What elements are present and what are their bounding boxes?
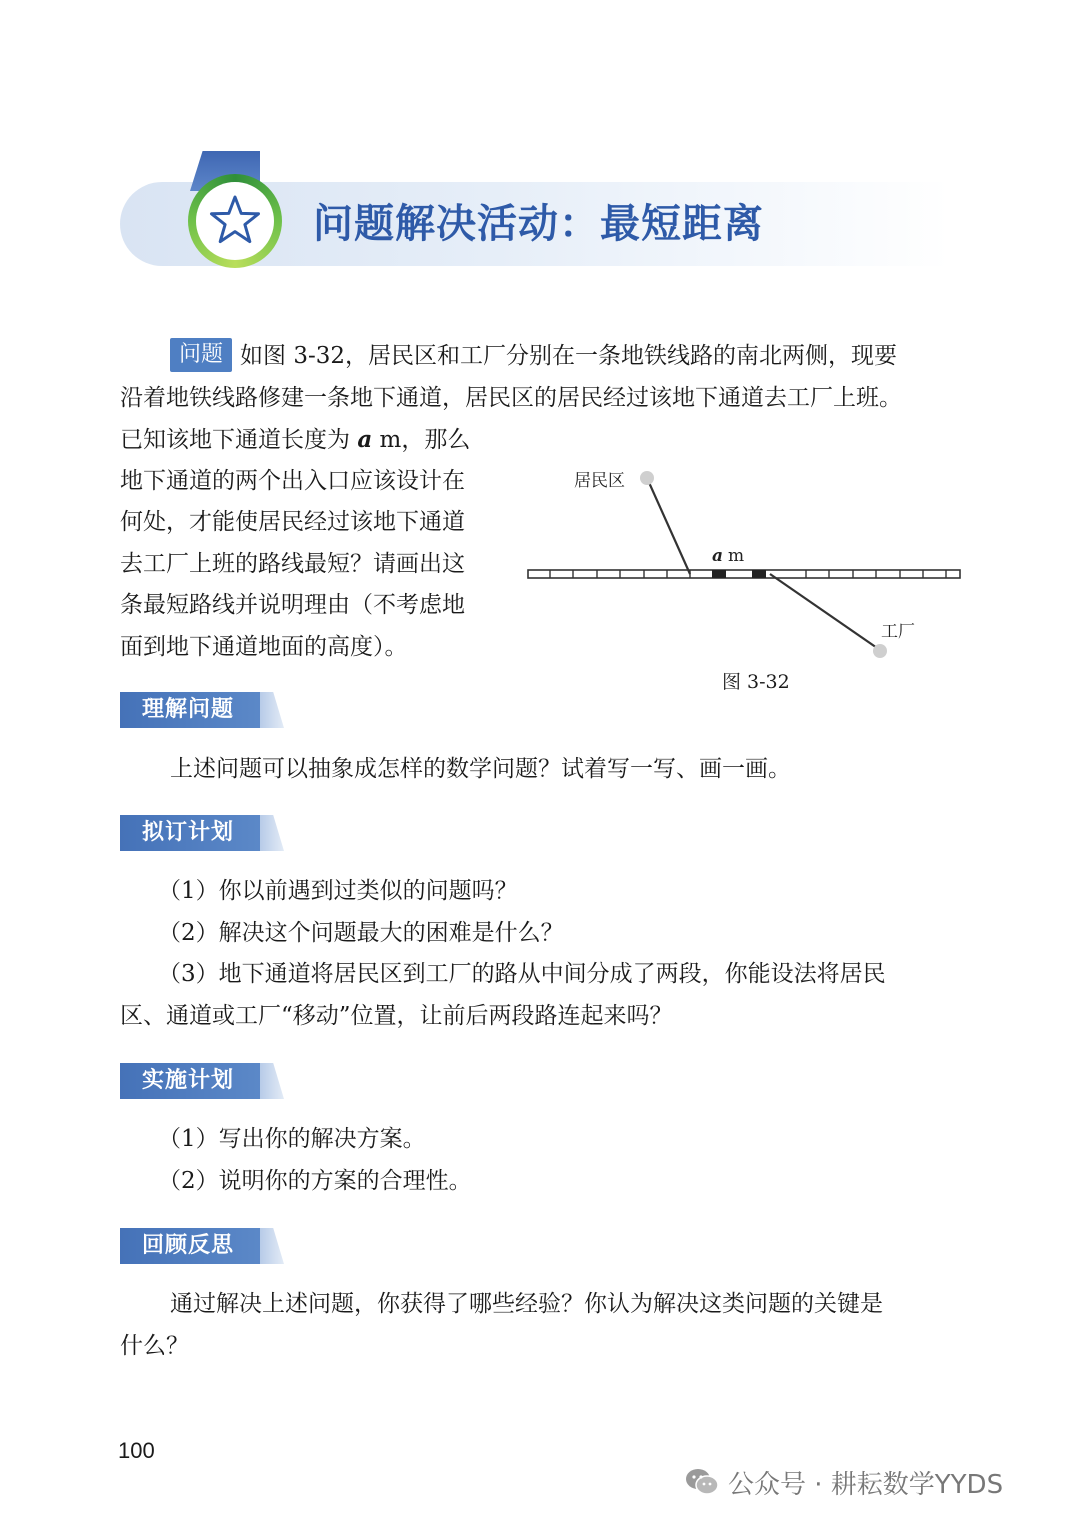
problem-line-6: 去工厂上班的路线最短？请画出这 [120, 551, 465, 577]
problem-line-2: 沿着地铁线路修建一条地下通道，居民区的居民经过该地下通道去工厂上班。 [120, 385, 902, 411]
problem-line-7: 条最短路线并说明理由（不考虑地 [120, 592, 465, 618]
residential-label: 居民区 [574, 471, 625, 491]
subway-diagram [520, 460, 970, 700]
star-icon [208, 193, 262, 247]
section-understand-header [120, 692, 284, 728]
section-implement-header [120, 1063, 284, 1099]
problem-line-1: 问题 如图 3-32，居民区和工厂分别在一条地铁线路的南北两侧，现要 [170, 336, 897, 378]
problem-line-3: 已知该地下通道长度为 a m，那么 [120, 426, 471, 453]
factory-label: 工厂 [881, 622, 915, 642]
plan-item-1: （1）你以前遇到过类似的问题吗？ [158, 878, 518, 904]
section-understand-label: 理解问题 [142, 697, 235, 722]
plan-item-3-line-2: 区、通道或工厂“移动”位置，让前后两段路连起来吗？ [120, 1003, 673, 1029]
tunnel-length-label: a m [712, 546, 745, 566]
watermark-text: 公众号 · 耕耘数学YYDS [728, 1469, 1004, 1500]
factory-point [873, 644, 887, 658]
section-plan-label: 拟订计划 [142, 820, 235, 845]
subway-track [528, 570, 960, 578]
section-implement-label: 实施计划 [142, 1068, 235, 1093]
star-badge [188, 174, 282, 268]
problem-tag: 问题 [170, 338, 232, 372]
tunnel-entrance-north [712, 570, 726, 578]
section-reflect-label: 回顾反思 [142, 1233, 235, 1258]
figure-3-32 [520, 460, 970, 700]
residential-point [640, 471, 654, 485]
page-title: 问题解决活动：最短距离 [313, 200, 764, 247]
understand-text: 上述问题可以抽象成怎样的数学问题？试着写一写、画一画。 [170, 756, 791, 782]
problem-line-5: 何处，才能使居民经过该地下通道 [120, 509, 465, 535]
problem-line-4: 地下通道的两个出入口应该设计在 [120, 468, 465, 494]
section-reflect-header [120, 1228, 284, 1264]
plan-item-3-line-1: （3）地下通道将居民区到工厂的路从中间分成了两段，你能设法将居民 [158, 961, 886, 987]
route-tunnel-to-factory [770, 574, 880, 650]
reflect-line-2: 什么？ [120, 1333, 189, 1359]
watermark [684, 1462, 1003, 1502]
problem-line-8: 面到地下通道地面的高度）。 [120, 634, 408, 660]
section-plan-header [120, 815, 284, 851]
page-number: 100 [118, 1438, 155, 1463]
implement-item-1: （1）写出你的解决方案。 [158, 1126, 426, 1152]
figure-caption: 图 3-32 [722, 671, 790, 693]
plan-item-2: （2）解决这个问题最大的困难是什么？ [158, 920, 564, 946]
tunnel-entrance-south [752, 570, 766, 578]
wechat-icon [684, 1467, 720, 1497]
implement-item-2: （2）说明你的方案的合理性。 [158, 1168, 472, 1194]
route-residential-to-tunnel [647, 478, 690, 574]
reflect-line-1: 通过解决上述问题，你获得了哪些经验？你认为解决这类问题的关键是 [170, 1291, 883, 1317]
